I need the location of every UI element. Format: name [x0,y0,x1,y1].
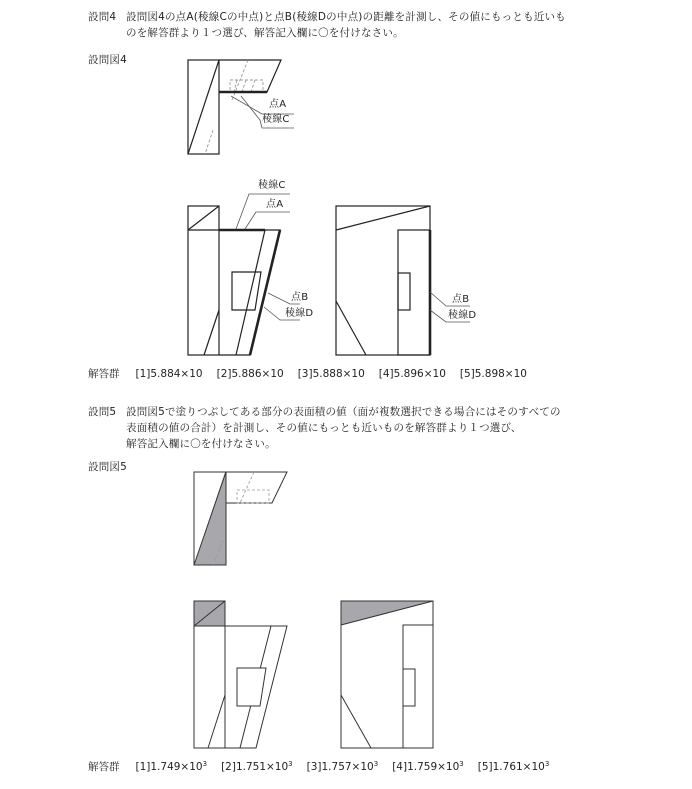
q4-answer-5[interactable]: [5]5.898×10 [459,368,527,380]
callout-top-point-a: 点A [269,99,287,110]
q5-label: 設問5 [88,406,117,418]
q4-answer-4[interactable]: [4]5.896×10 [378,368,446,380]
q5-answer-2[interactable]: $[2]1.751\times 10^3$ [221,760,293,773]
q5-answer-1[interactable]: $[1]1.749\times 10^3$ [135,760,208,773]
q4-answers-label: 解答群 [88,368,120,380]
callout-front-edge-d: 稜線D [285,308,314,319]
callout-front-point-a: 点A [266,199,284,210]
callout-top-edge-c: 稜線C [262,114,290,125]
q4-answer-2[interactable]: [2]5.886×10 [216,368,284,380]
q4-figure-label: 設問図4 [88,54,127,66]
q5-text-line2: 表面積の値の合計）を計測し、その値にもっとも近いものを解答群より１つ選び、 [126,422,522,434]
q5-answer-3[interactable]: $[3]1.757\times 10^3$ [306,760,379,773]
q5-answer-group [88,760,563,775]
callout-front-point-b: 点B [291,292,309,303]
callout-front-edge-c: 稜線C [258,180,286,191]
q5-answers-label: 解答群 [88,761,120,773]
q4-answer-3[interactable]: [3]5.888×10 [297,368,365,380]
q5-figure-label: 設問図5 [88,461,127,473]
callout-side-edge-d: 稜線D [448,310,477,321]
q5-text-line1: 設問図5で塗りつぶしてある部分の表面積の値（面が複数選択できる場合にはそのすべての [126,406,561,418]
q4-text-line1: 設問図4の点A(稜線Cの中点)と点B(稜線Dの中点)の距離を計測し、その値にもっとも近いも [126,11,566,23]
q5-answer-4[interactable]: $[4]1.759\times 10^3$ [392,760,464,773]
q4-label: 設問4 [88,11,117,23]
q5-text-line3: 解答記入欄に〇を付けなさい。 [126,438,276,450]
callout-side-point-b: 点B [452,294,470,305]
q5-answer-5[interactable]: $[5]1.761\times 10^3$ [477,760,550,773]
q4-text-line2: のを解答群より１つ選び、解答記入欄に〇を付けなさい。 [126,27,404,39]
q4-answer-1[interactable]: [1]5.884×10 [135,368,203,380]
